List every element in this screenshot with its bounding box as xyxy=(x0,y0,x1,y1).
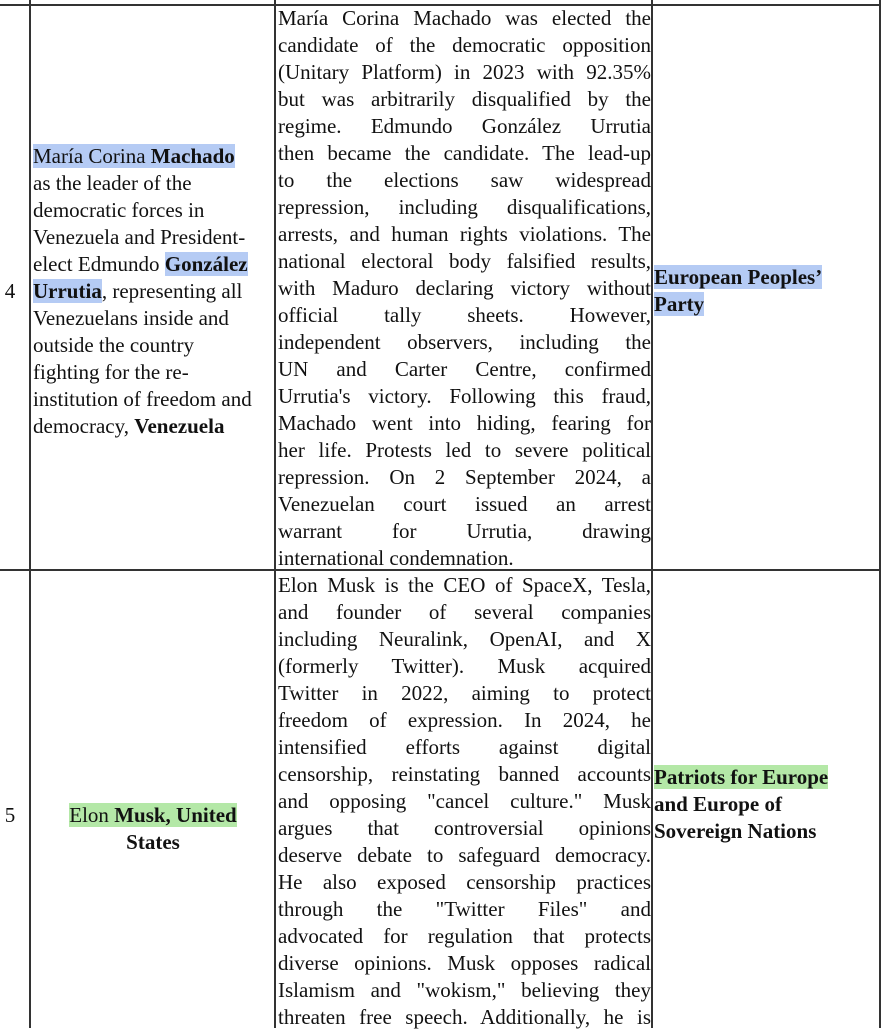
nominee-line: Venezuela and President- xyxy=(33,225,246,249)
description-line: official tally sheets. However, xyxy=(278,303,651,327)
nominee-line: States xyxy=(126,830,180,854)
description-line: independent observers, including the xyxy=(278,330,651,354)
nominee-line: elect Edmundo González xyxy=(33,252,248,276)
description-line: freedom of expression. In 2024, he xyxy=(278,708,651,732)
description-line: regime. Edmundo González Urrutia xyxy=(278,114,651,138)
description-line: Elon Musk is the CEO of SpaceX, Tesla, xyxy=(278,573,651,597)
description-line: Machado went into hiding, fearing for xyxy=(278,411,651,435)
description-line: then became the candidate. The lead-up xyxy=(278,141,651,165)
description-line: intensified efforts against digital xyxy=(278,735,651,759)
party-line: and Europe of xyxy=(654,792,782,816)
description-line: threaten free speech. Additionally, he is xyxy=(278,1005,651,1029)
column-divider-1 xyxy=(29,0,31,1028)
description-line: warrant for Urrutia, drawing xyxy=(278,519,651,543)
description-line: arrests, and human rights violations. The xyxy=(278,222,651,246)
description-line: repression, including disqualifications, xyxy=(278,195,651,219)
description-line: deserve debate to safeguard democracy. xyxy=(278,843,651,867)
description-line: and founder of several companies xyxy=(278,600,651,624)
description-line: (Unitary Platform) in 2023 with 92.35% xyxy=(278,60,651,84)
column-divider-2 xyxy=(274,0,276,1028)
description-line: censorship, reinstating banned accounts xyxy=(278,762,651,786)
description-line: (formerly Twitter). Musk acquired xyxy=(278,654,651,678)
description-cell xyxy=(278,5,651,572)
description-line: repression. On 2 September 2024, a xyxy=(278,465,651,489)
description-line: international condemnation. xyxy=(278,546,514,570)
nominee-line: democratic forces in xyxy=(33,198,205,222)
nominee-line: as the leader of the xyxy=(33,171,192,195)
nominee-cell xyxy=(33,802,273,856)
description-line: argues that controversial opinions xyxy=(278,816,651,840)
description-cell xyxy=(278,572,651,1031)
party-cell xyxy=(654,264,879,318)
description-line: candidate of the democratic opposition xyxy=(278,33,651,57)
description-line: Venezuelan court issued an arrest xyxy=(278,492,651,516)
nominee-line: fighting for the re- xyxy=(33,360,189,384)
nominee-line: María Corina Machado xyxy=(33,144,235,168)
description-line: Urrutia's victory. Following this fraud, xyxy=(278,384,651,408)
description-line: her life. Protests led to severe political xyxy=(278,438,651,462)
description-line: and opposing "cancel culture." Musk xyxy=(278,789,651,813)
description-line: advocated for regulation that protects xyxy=(278,924,651,948)
description-line: María Corina Machado was elected the xyxy=(278,6,651,30)
row-number: 5 xyxy=(4,803,16,827)
nominee-line: democracy, Venezuela xyxy=(33,414,225,438)
party-cell xyxy=(654,764,879,845)
description-line: through the "Twitter Files" and xyxy=(278,897,651,921)
party-line: Patriots for Europe xyxy=(654,765,829,789)
description-line: He also exposed censorship practices xyxy=(278,870,651,894)
description-line: Twitter in 2022, aiming to protect xyxy=(278,681,651,705)
nominee-line: Elon Musk, United xyxy=(69,803,237,827)
party-line: European Peoples’ xyxy=(654,265,823,289)
nominee-line: institution of freedom and xyxy=(33,387,252,411)
row-number: 4 xyxy=(4,279,16,303)
description-line: national electoral body falsified results, xyxy=(278,249,651,273)
nominee-line: Urrutia, representing all xyxy=(33,279,243,303)
party-line: Sovereign Nations xyxy=(654,819,817,843)
description-line: but was arbitrarily disqualified by the xyxy=(278,87,651,111)
nominee-line: Venezuelans inside and xyxy=(33,306,229,330)
nominee-line: outside the country xyxy=(33,333,194,357)
column-divider-3 xyxy=(651,0,653,1028)
description-line: with Maduro declaring victory without xyxy=(278,276,651,300)
party-line: Party xyxy=(654,292,705,316)
description-line: UN and Carter Centre, confirmed xyxy=(278,357,651,381)
description-line: to the elections saw widespread xyxy=(278,168,651,192)
nominee-cell xyxy=(33,143,273,440)
description-line: Islamism and "wokism," believing they xyxy=(278,978,651,1002)
description-line: diverse opinions. Musk opposes radical xyxy=(278,951,651,975)
description-line: including Neuralink, OpenAI, and X xyxy=(278,627,651,651)
